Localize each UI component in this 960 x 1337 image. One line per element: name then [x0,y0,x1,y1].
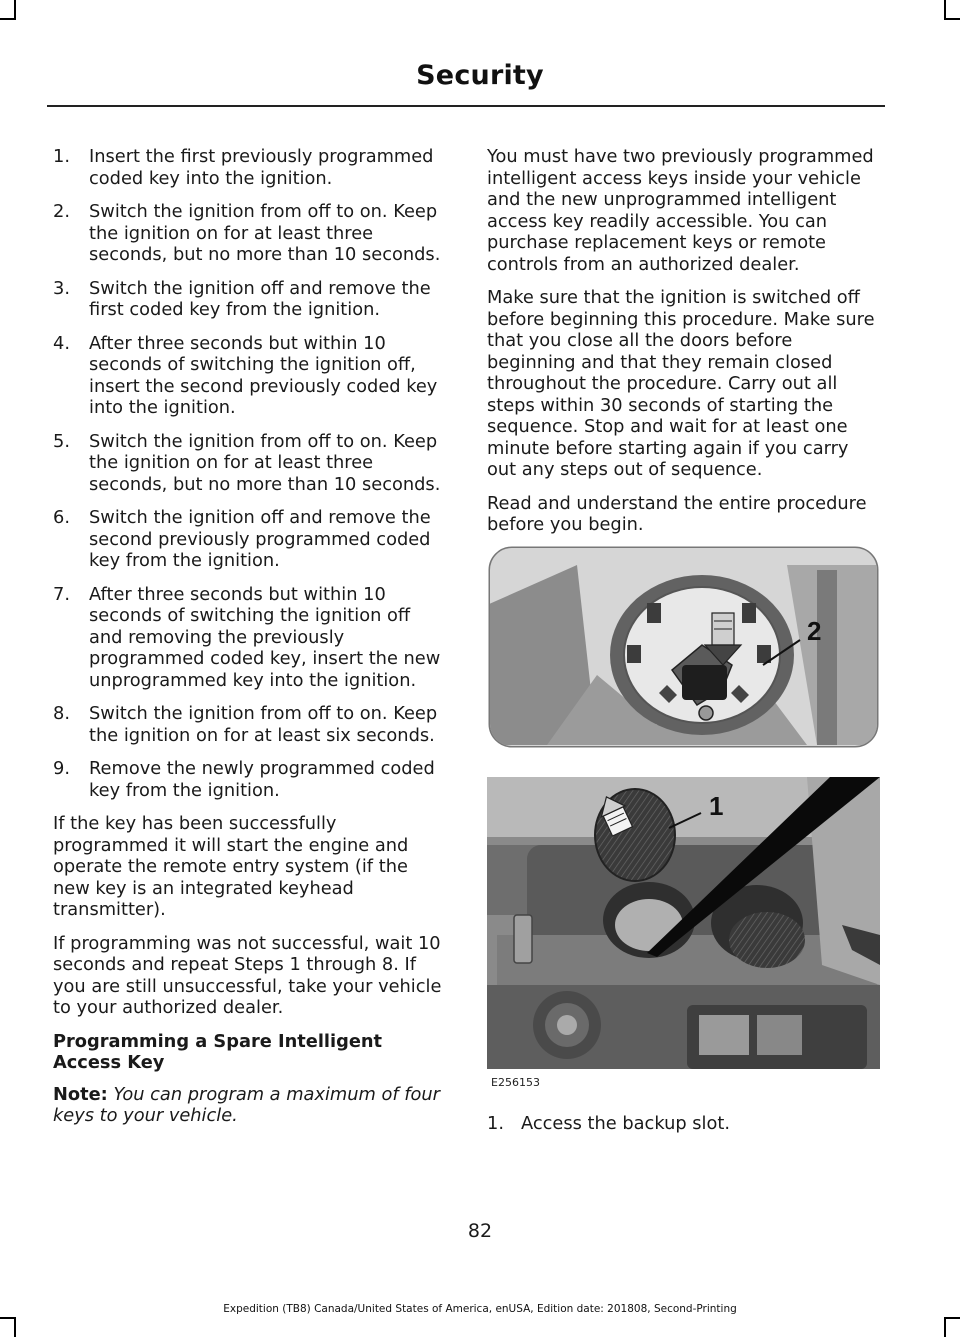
list-item [53,333,447,419]
step-number: 6. [53,507,70,528]
step-number: 4. [53,332,70,354]
callout-label-2: 2 [807,616,822,646]
step-number: 1. [487,1113,504,1134]
list-item [53,146,447,189]
ignition-steps-list [53,146,447,801]
list-item [53,201,447,266]
note-label: Note: [53,1083,108,1105]
step-number: 7. [53,583,70,605]
console-photo [487,777,880,1069]
step-number: 2. [53,201,70,222]
crop-mark [14,1317,16,1337]
step-text: Switch the ignition from off to on. Keep the ignition on for at least three seconds, but no more than 10 seconds. [89,430,441,495]
list-item [53,758,447,801]
step-text: After three seconds but within 10 seconds of switching the ignition off, insert the second previously coded key into the ignition. [89,332,438,418]
backup-slot-illustration [487,545,880,1089]
crop-mark [14,0,16,20]
step-number: 5. [53,430,70,452]
right-column [487,146,881,548]
step-text: After three seconds but within 10 seconds of switching the ignition off and removing the previously programmed coded key, insert the new unprogrammed key into the ignition. [89,583,441,691]
step-number: 8. [53,703,70,724]
left-column [53,146,447,1139]
crop-mark [944,18,960,20]
zoom-detail [487,545,880,755]
illustration-svg [487,545,880,1075]
step-text: Access the backup slot. [521,1113,730,1134]
step-text: Switch the ignition from off to on. Keep the ignition on for at least six seconds. [89,703,438,746]
step-text: Switch the ignition off and remove the first coded key from the ignition. [89,277,431,320]
step-number: 1. [53,146,70,167]
list-item [53,507,447,572]
section-heading: Programming a Spare Intelligent Access Key [53,1030,383,1073]
step-number: 3. [53,277,70,299]
list-item [53,431,447,496]
page-number: 82 [467,1220,493,1242]
step-number: 9. [53,758,70,779]
list-item [53,703,447,746]
crop-mark [0,18,16,20]
crop-mark [944,1317,946,1337]
step-text: Switch the ignition from off to on. Keep the ignition on for at least three seconds, but no more than 10 seconds. [89,201,441,265]
requirements-paragraph: You must have two previously programmed intelligent access keys inside your vehicle and the new unprogrammed intelligent access key readily accessible. You can purchase replacement keys or remote controls from an authorized dealer. [487,146,874,275]
step-text: Insert the first previously programmed coded key into the ignition. [89,146,434,189]
title-divider [47,105,885,107]
note-text: You can program a maximum of four keys to your vehicle. [53,1083,440,1126]
crop-mark [944,1317,960,1319]
success-paragraph: If the key has been successfully programmed it will start the engine and operate the remote entry system (if the new key is an integrated keyhead transmitter). [53,813,409,920]
backup-slot-step [487,1113,881,1135]
read-first-paragraph: Read and understand the entire procedure before you begin. [487,492,867,535]
note [53,1084,447,1127]
crop-mark [0,1317,16,1319]
page-title: Security [416,60,544,91]
step-text: Switch the ignition off and remove the second previously programmed coded key from the ignition. [89,507,431,571]
callout-label-1: 1 [709,791,724,821]
conditions-paragraph: Make sure that the ignition is switched off before beginning this procedure. Make sure that you close all the doors before beginning and that they remain closed throughout the procedure. Carry out all steps within 30 seconds of starting the sequence. Stop and wait for at least one minute before starting again if you carry out any steps out of sequence. [487,287,875,480]
page-footer: Expedition (TB8) Canada/United States of America, enUSA, Edition date: 201808, Second-Printing [223,1303,737,1315]
list-item [53,278,447,321]
figure-id: E256153 [491,1076,540,1089]
list-item [53,584,447,692]
failure-paragraph: If programming was not successful, wait 10 seconds and repeat Steps 1 through 8. If you are still unsuccessful, take your vehicle to your authorized dealer. [53,932,442,1018]
crop-mark [944,0,946,20]
step-text: Remove the newly programmed coded key from the ignition. [89,758,435,801]
